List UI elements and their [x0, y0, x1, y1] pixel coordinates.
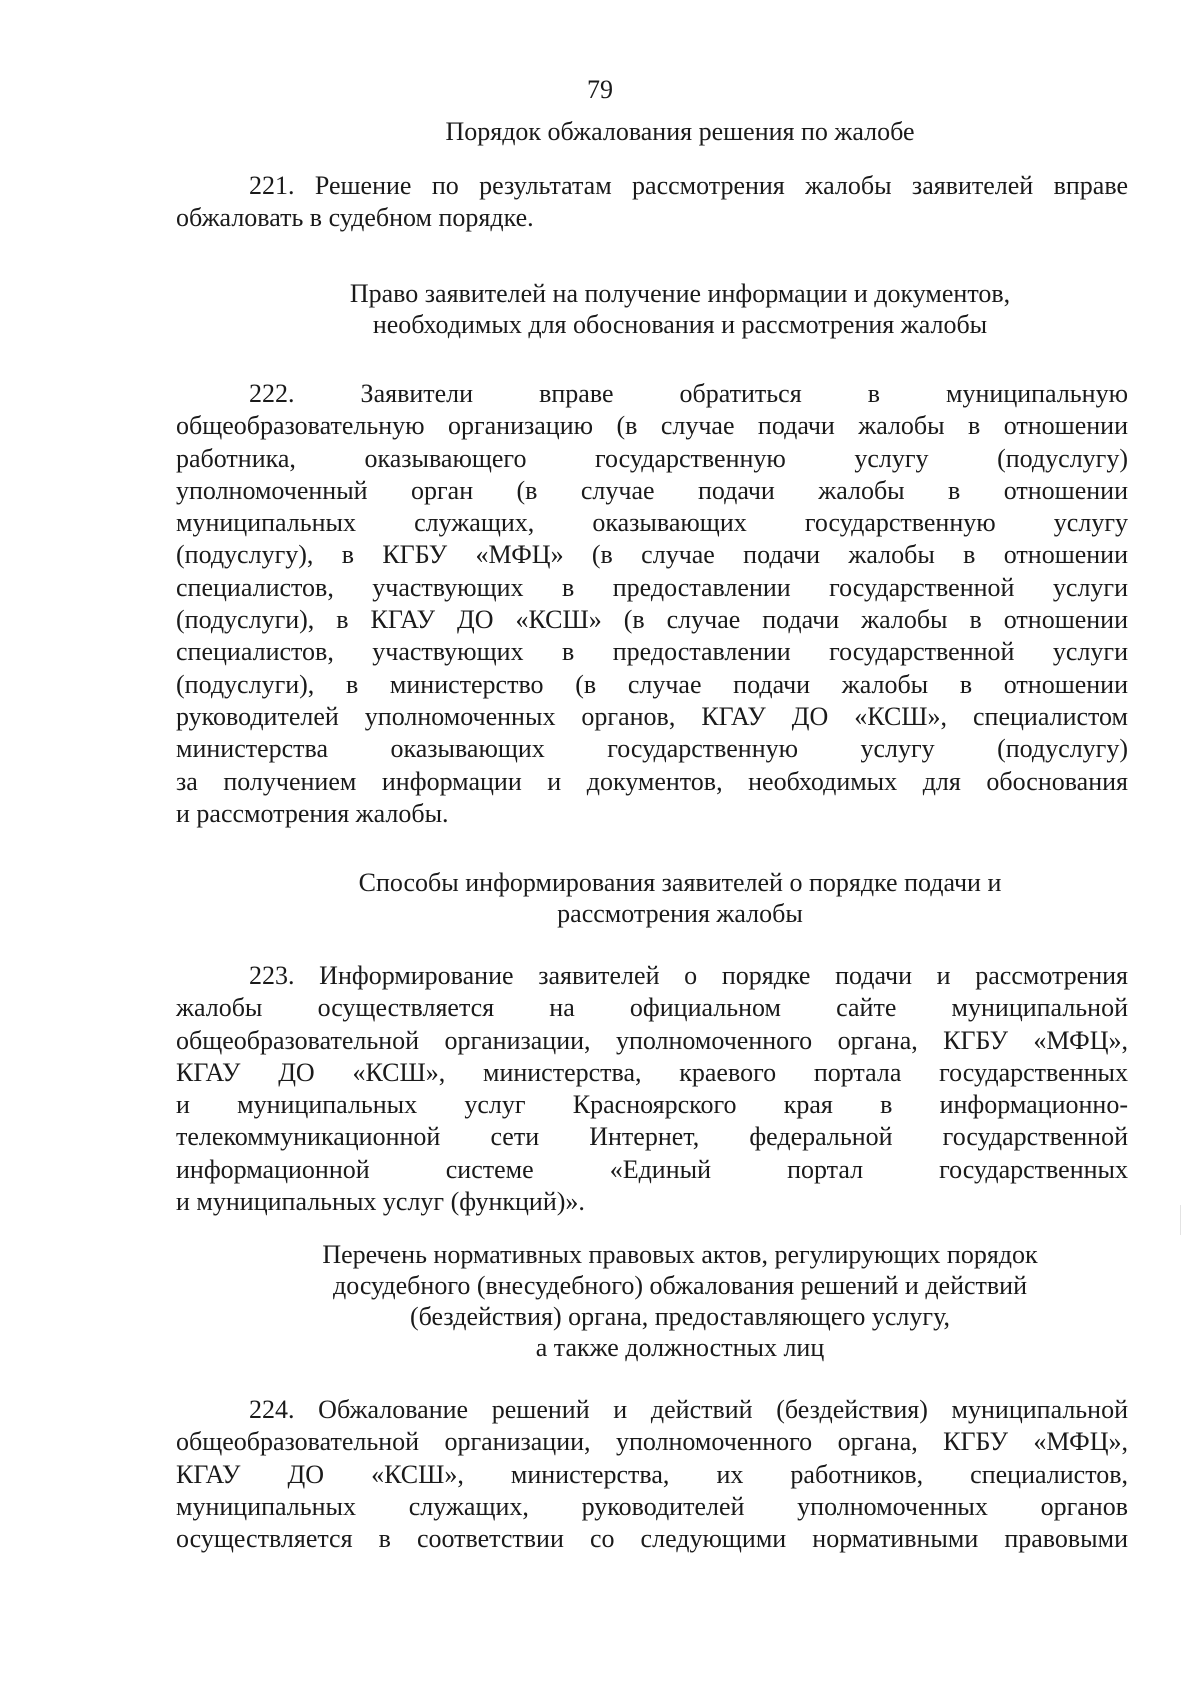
paragraph-line: общеобразовательной организации, уполномоченного органа, КГБУ «МФЦ», — [176, 1427, 1128, 1457]
heading-line: рассмотрения жалобы — [557, 899, 803, 928]
paragraph-line: муниципальных служащих, оказывающих государственную услугу — [176, 508, 1128, 538]
paragraph-line: работника, оказывающего государственную услугу (подуслугу) — [176, 443, 1128, 473]
paragraph-224 — [176, 1394, 1128, 1555]
section-heading-normative-acts — [240, 1239, 1120, 1363]
paragraph-line: и муниципальных услуг (функций)». — [176, 1187, 585, 1217]
heading-line: досудебного (внесудебного) обжалования решений и действий — [332, 1271, 1028, 1300]
paragraph-line: общеобразовательную организацию (в случае подачи жалобы в отношении — [176, 411, 1128, 441]
paragraph-line: (подуслуги), в КГАУ ДО «КСШ» (в случае подачи жалобы в отношении — [176, 605, 1128, 635]
paragraph-221 — [176, 170, 1128, 235]
heading-line: необходимых для обоснования и рассмотрения жалобы — [372, 310, 988, 339]
paragraph-line: жалобы осуществляется на официальном сайте муниципальной — [176, 993, 1128, 1023]
heading-line: а также должностных лиц — [535, 1333, 825, 1362]
paragraph-line: (подуслуги), в министерство (в случае подачи жалобы в отношении — [176, 669, 1128, 699]
heading-line: Право заявителей на получение информации и документов, — [349, 279, 1011, 308]
paragraph-line: министерства оказывающих государственную услугу (подуслугу) — [176, 734, 1128, 764]
paragraph-line: осуществляется в соответствии со следующими нормативными правовыми — [176, 1524, 1128, 1554]
paragraph-line: руководителей уполномоченных органов, КГАУ ДО «КСШ», специалистом — [176, 701, 1128, 731]
paragraph-line: 221. Решение по результатам рассмотрения жалобы заявителей вправе — [249, 171, 1128, 200]
paragraph-line: муниципальных служащих, руководителей уполномоченных органов — [176, 1491, 1128, 1521]
heading-line: (бездействия) органа, предоставляющего услугу, — [410, 1302, 950, 1331]
paragraph-line: 223. Информирование заявителей о порядке подачи и рассмотрения — [249, 961, 1128, 990]
paragraph-line: общеобразовательной организации, уполномоченного органа, КГБУ «МФЦ», — [176, 1025, 1128, 1055]
heading-line: Порядок обжалования решения по жалобе — [445, 117, 915, 146]
paragraph-line: специалистов, участвующих в предоставлении государственной услуги — [176, 572, 1128, 602]
paragraph-line: 222. Заявители вправе обратиться в муниципальную — [249, 379, 1128, 408]
paragraph-line: и рассмотрения жалобы. — [176, 798, 449, 828]
paragraph-line: специалистов, участвующих в предоставлении государственной услуги — [176, 637, 1128, 667]
paragraph-223 — [176, 960, 1128, 1218]
paragraph-line: КГАУ ДО «КСШ», министерства, краевого портала государственных — [176, 1057, 1128, 1087]
page-number: 79 — [587, 75, 613, 104]
scan-mark — [1180, 1205, 1181, 1235]
heading-line: Способы информирования заявителей о порядке подачи и — [358, 868, 1002, 897]
section-heading-right-to-information — [240, 278, 1120, 340]
paragraph-line: за получением информации и документов, необходимых для обоснования — [176, 766, 1128, 796]
paragraph-line: и муниципальных услуг Красноярского края в информационно- — [176, 1090, 1128, 1120]
paragraph-line: обжаловать в судебном порядке. — [176, 203, 534, 233]
paragraph-line: 224. Обжалование решений и действий (бездействия) муниципальной — [249, 1395, 1128, 1424]
paragraph-line: информационной системе «Единый портал государственных — [176, 1154, 1128, 1184]
paragraph-line: КГАУ ДО «КСШ», министерства, их работников, специалистов, — [176, 1459, 1128, 1489]
paragraph-line: (подуслугу), в КГБУ «МФЦ» (в случае подачи жалобы в отношении — [176, 540, 1128, 570]
paragraph-222 — [176, 378, 1128, 830]
section-heading-appeal-order — [240, 116, 1120, 147]
paragraph-line: уполномоченный орган (в случае подачи жалобы в отношении — [176, 475, 1128, 505]
paragraph-line: телекоммуникационной сети Интернет, федеральной государственной — [176, 1122, 1128, 1152]
section-heading-informing-methods — [240, 867, 1120, 929]
heading-line: Перечень нормативных правовых актов, регулирующих порядок — [322, 1240, 1038, 1269]
